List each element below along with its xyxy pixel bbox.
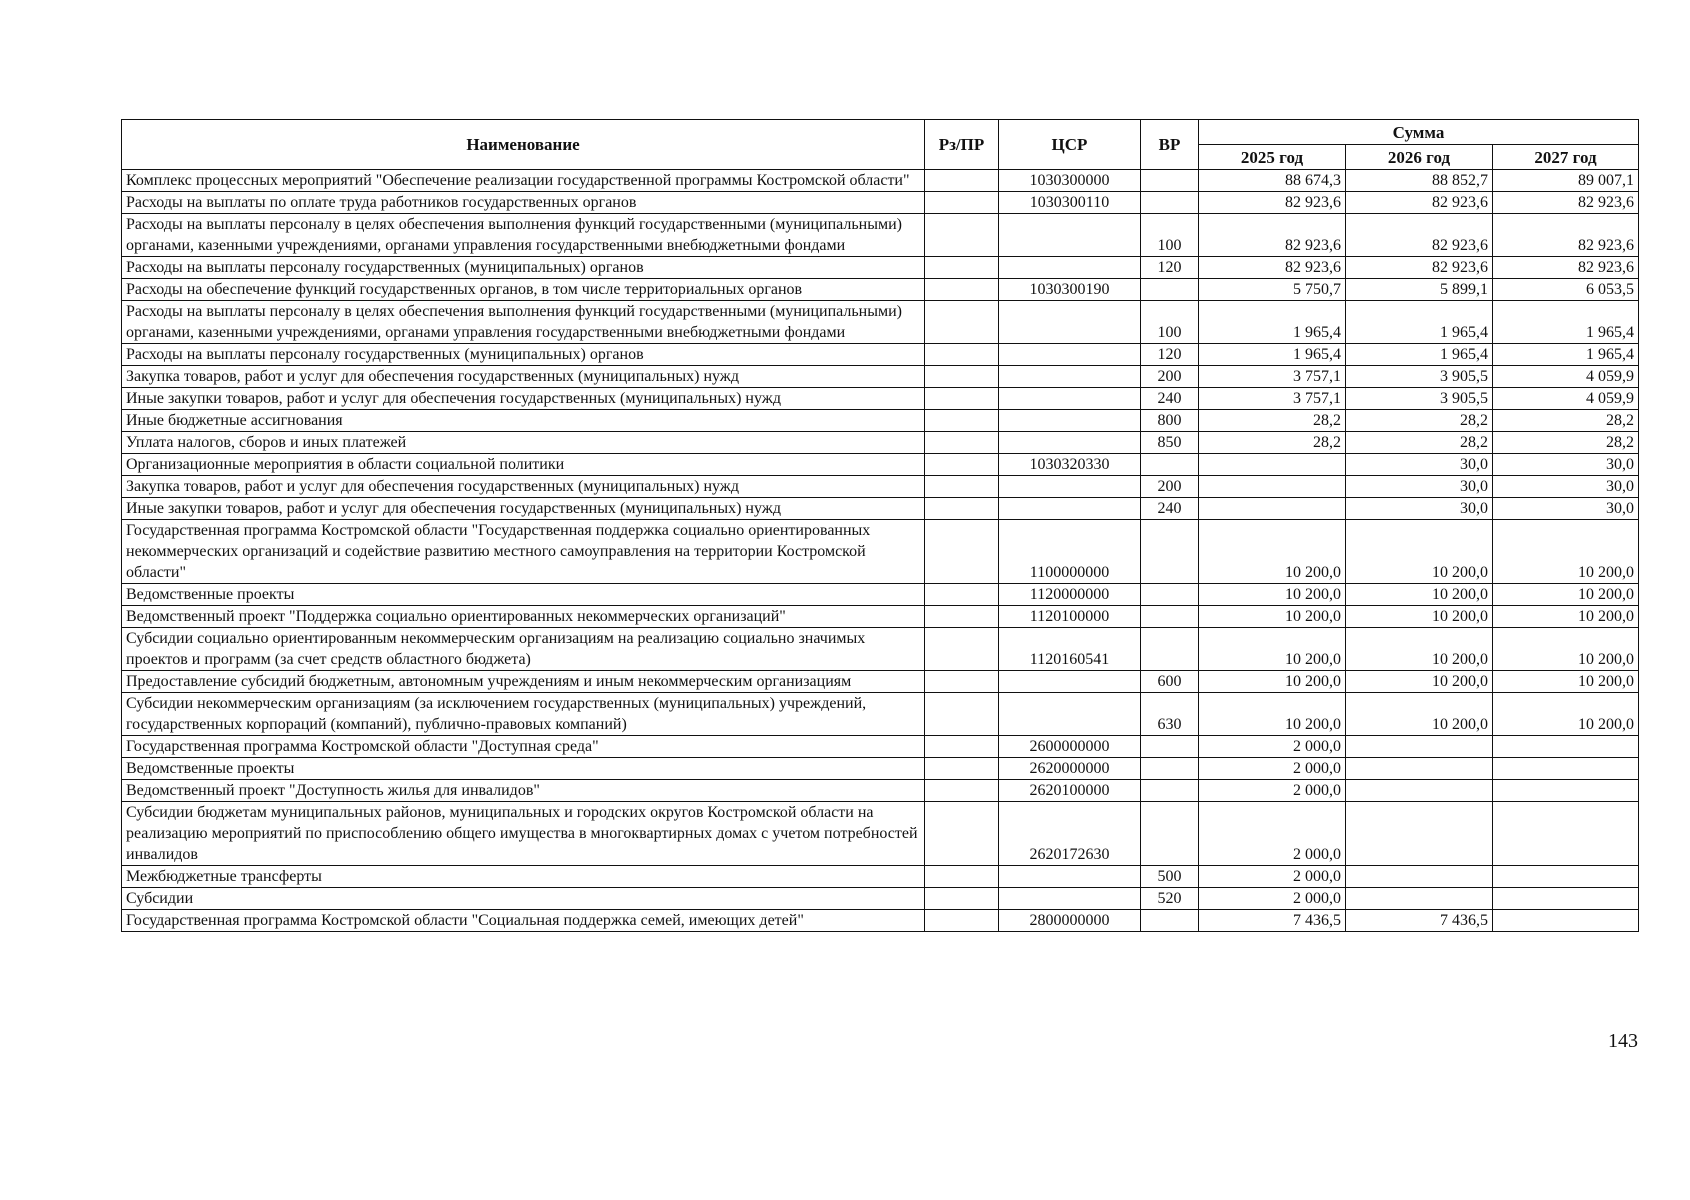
cell-2027: 89 007,1 [1493, 170, 1639, 192]
cell-vr: 120 [1141, 344, 1199, 366]
cell-2027: 82 923,6 [1493, 257, 1639, 279]
cell-2026: 28,2 [1346, 432, 1493, 454]
cell-vr [1141, 780, 1199, 802]
cell-csr: 2800000000 [999, 910, 1141, 932]
cell-2025: 10 200,0 [1199, 628, 1346, 671]
cell-2025: 2 000,0 [1199, 780, 1346, 802]
cell-rz-pr [925, 257, 999, 279]
cell-2025: 1 965,4 [1199, 344, 1346, 366]
cell-2027: 82 923,6 [1493, 192, 1639, 214]
cell-2026: 30,0 [1346, 476, 1493, 498]
header-rz-pr: Рз/ПР [925, 120, 999, 170]
cell-2027 [1493, 866, 1639, 888]
cell-rz-pr [925, 498, 999, 520]
cell-csr: 2620000000 [999, 758, 1141, 780]
cell-name: Предоставление субсидий бюджетным, автономным учреждениям и иным некоммерческим организациям [122, 671, 925, 693]
cell-csr: 1120160541 [999, 628, 1141, 671]
cell-vr [1141, 584, 1199, 606]
cell-2025 [1199, 498, 1346, 520]
budget-table [121, 119, 1639, 932]
header-vr: ВР [1141, 120, 1199, 170]
table-row [122, 257, 1639, 279]
cell-rz-pr [925, 366, 999, 388]
header-year-2027: 2027 год [1493, 145, 1639, 170]
cell-rz-pr [925, 606, 999, 628]
cell-name: Ведомственные проекты [122, 584, 925, 606]
cell-name: Комплекс процессных мероприятий "Обеспечение реализации государственной программы Костромской области" [122, 170, 925, 192]
table-row [122, 736, 1639, 758]
cell-rz-pr [925, 866, 999, 888]
cell-name: Уплата налогов, сборов и иных платежей [122, 432, 925, 454]
cell-2025: 2 000,0 [1199, 802, 1346, 866]
cell-rz-pr [925, 736, 999, 758]
cell-2027: 30,0 [1493, 454, 1639, 476]
table-row [122, 410, 1639, 432]
cell-2025: 82 923,6 [1199, 257, 1346, 279]
cell-name: Расходы на выплаты персоналу в целях обеспечения выполнения функций государственными (муниципальными) органами, казенными учреждениями, органами управления государственными внебюджетными фондами [122, 301, 925, 344]
table-row [122, 344, 1639, 366]
table-row [122, 520, 1639, 584]
cell-2026: 10 200,0 [1346, 628, 1493, 671]
cell-rz-pr [925, 388, 999, 410]
cell-vr [1141, 192, 1199, 214]
cell-rz-pr [925, 279, 999, 301]
table-row [122, 301, 1639, 344]
cell-2026 [1346, 866, 1493, 888]
table-row [122, 388, 1639, 410]
cell-csr: 1030320330 [999, 454, 1141, 476]
cell-csr [999, 671, 1141, 693]
cell-name: Расходы на обеспечение функций государственных органов, в том числе территориальных органов [122, 279, 925, 301]
cell-2027: 82 923,6 [1493, 214, 1639, 257]
cell-2026 [1346, 802, 1493, 866]
table-row [122, 432, 1639, 454]
cell-2025: 2 000,0 [1199, 866, 1346, 888]
cell-rz-pr [925, 671, 999, 693]
cell-rz-pr [925, 910, 999, 932]
cell-2026: 10 200,0 [1346, 520, 1493, 584]
cell-rz-pr [925, 170, 999, 192]
cell-vr [1141, 628, 1199, 671]
table-row [122, 780, 1639, 802]
cell-vr [1141, 279, 1199, 301]
cell-name: Ведомственные проекты [122, 758, 925, 780]
cell-name: Ведомственный проект "Поддержка социально ориентированных некоммерческих организаций" [122, 606, 925, 628]
table-row [122, 192, 1639, 214]
cell-csr [999, 866, 1141, 888]
cell-2025: 7 436,5 [1199, 910, 1346, 932]
cell-vr [1141, 520, 1199, 584]
cell-vr: 500 [1141, 866, 1199, 888]
cell-2025: 3 757,1 [1199, 366, 1346, 388]
cell-name: Иные бюджетные ассигнования [122, 410, 925, 432]
table-row [122, 170, 1639, 192]
page-number: 143 [1608, 1030, 1638, 1052]
cell-2025: 10 200,0 [1199, 671, 1346, 693]
cell-csr: 1030300110 [999, 192, 1141, 214]
cell-2025 [1199, 476, 1346, 498]
cell-csr: 2620172630 [999, 802, 1141, 866]
cell-2026: 82 923,6 [1346, 192, 1493, 214]
cell-name: Организационные мероприятия в области социальной политики [122, 454, 925, 476]
cell-2026: 3 905,5 [1346, 388, 1493, 410]
cell-2026: 28,2 [1346, 410, 1493, 432]
cell-vr [1141, 454, 1199, 476]
cell-name: Государственная программа Костромской области "Государственная поддержка социально ориентированных некоммерческих организаций и содействие развитию местного самоуправления на территории Костромской области" [122, 520, 925, 584]
cell-2026: 10 200,0 [1346, 671, 1493, 693]
table-row [122, 802, 1639, 866]
cell-csr: 2620100000 [999, 780, 1141, 802]
cell-vr [1141, 606, 1199, 628]
header-name: Наименование [122, 120, 925, 170]
table-row [122, 866, 1639, 888]
cell-rz-pr [925, 410, 999, 432]
cell-2027: 10 200,0 [1493, 606, 1639, 628]
cell-2026: 30,0 [1346, 498, 1493, 520]
cell-2026: 88 852,7 [1346, 170, 1493, 192]
cell-csr [999, 301, 1141, 344]
cell-2025: 2 000,0 [1199, 736, 1346, 758]
cell-2025: 10 200,0 [1199, 520, 1346, 584]
cell-csr: 1120100000 [999, 606, 1141, 628]
cell-2025: 1 965,4 [1199, 301, 1346, 344]
cell-2027: 4 059,9 [1493, 388, 1639, 410]
cell-vr [1141, 802, 1199, 866]
table-row [122, 758, 1639, 780]
header-year-2026: 2026 год [1346, 145, 1493, 170]
cell-name: Субсидии бюджетам муниципальных районов, муниципальных и городских округов Костромской области на реализацию мероприятий по приспособлению общего имущества в многоквартирных домах с учетом потребностей инвалидов [122, 802, 925, 866]
table-row [122, 671, 1639, 693]
cell-2027: 10 200,0 [1493, 628, 1639, 671]
cell-rz-pr [925, 454, 999, 476]
cell-rz-pr [925, 192, 999, 214]
cell-2027: 30,0 [1493, 498, 1639, 520]
cell-csr [999, 693, 1141, 736]
table-row [122, 476, 1639, 498]
cell-2027: 1 965,4 [1493, 301, 1639, 344]
table-row [122, 454, 1639, 476]
cell-csr: 1120000000 [999, 584, 1141, 606]
cell-2025: 5 750,7 [1199, 279, 1346, 301]
header-sum: Сумма [1199, 120, 1639, 145]
cell-vr: 600 [1141, 671, 1199, 693]
cell-2026: 1 965,4 [1346, 301, 1493, 344]
cell-2026: 10 200,0 [1346, 584, 1493, 606]
cell-2026 [1346, 780, 1493, 802]
cell-2027 [1493, 736, 1639, 758]
cell-csr: 1030300190 [999, 279, 1141, 301]
cell-rz-pr [925, 628, 999, 671]
cell-2026: 30,0 [1346, 454, 1493, 476]
cell-rz-pr [925, 344, 999, 366]
table-row [122, 910, 1639, 932]
cell-vr: 520 [1141, 888, 1199, 910]
cell-rz-pr [925, 584, 999, 606]
cell-rz-pr [925, 432, 999, 454]
cell-name: Государственная программа Костромской области "Социальная поддержка семей, имеющих детей" [122, 910, 925, 932]
cell-vr: 630 [1141, 693, 1199, 736]
cell-rz-pr [925, 520, 999, 584]
cell-2025: 10 200,0 [1199, 693, 1346, 736]
cell-2027: 10 200,0 [1493, 584, 1639, 606]
cell-2026 [1346, 758, 1493, 780]
cell-name: Закупка товаров, работ и услуг для обеспечения государственных (муниципальных) нужд [122, 476, 925, 498]
cell-rz-pr [925, 214, 999, 257]
cell-csr [999, 388, 1141, 410]
cell-2025: 10 200,0 [1199, 606, 1346, 628]
table-row [122, 366, 1639, 388]
cell-2027: 10 200,0 [1493, 693, 1639, 736]
table-row [122, 498, 1639, 520]
cell-2026: 5 899,1 [1346, 279, 1493, 301]
cell-name: Субсидии социально ориентированным некоммерческим организациям на реализацию социально значимых проектов и программ (за счет средств областного бюджета) [122, 628, 925, 671]
cell-rz-pr [925, 888, 999, 910]
cell-name: Межбюджетные трансферты [122, 866, 925, 888]
cell-vr: 200 [1141, 476, 1199, 498]
cell-2026: 3 905,5 [1346, 366, 1493, 388]
cell-2027: 1 965,4 [1493, 344, 1639, 366]
cell-name: Государственная программа Костромской области "Доступная среда" [122, 736, 925, 758]
cell-name: Иные закупки товаров, работ и услуг для обеспечения государственных (муниципальных) нужд [122, 498, 925, 520]
cell-csr [999, 410, 1141, 432]
cell-2025: 28,2 [1199, 432, 1346, 454]
cell-2027: 4 059,9 [1493, 366, 1639, 388]
cell-2026: 10 200,0 [1346, 606, 1493, 628]
table-row [122, 693, 1639, 736]
table-row [122, 214, 1639, 257]
cell-2025: 10 200,0 [1199, 584, 1346, 606]
cell-csr [999, 498, 1141, 520]
cell-2026 [1346, 888, 1493, 910]
cell-rz-pr [925, 802, 999, 866]
cell-vr [1141, 910, 1199, 932]
cell-name: Закупка товаров, работ и услуг для обеспечения государственных (муниципальных) нужд [122, 366, 925, 388]
cell-2025: 82 923,6 [1199, 214, 1346, 257]
cell-name: Расходы на выплаты персоналу государственных (муниципальных) органов [122, 257, 925, 279]
table-row [122, 584, 1639, 606]
cell-vr: 100 [1141, 214, 1199, 257]
cell-vr: 240 [1141, 388, 1199, 410]
cell-csr [999, 476, 1141, 498]
cell-2026: 1 965,4 [1346, 344, 1493, 366]
cell-2026: 82 923,6 [1346, 257, 1493, 279]
cell-vr [1141, 736, 1199, 758]
cell-2025: 88 674,3 [1199, 170, 1346, 192]
cell-2027: 28,2 [1493, 410, 1639, 432]
cell-2025: 28,2 [1199, 410, 1346, 432]
cell-name: Расходы на выплаты персоналу государственных (муниципальных) органов [122, 344, 925, 366]
cell-csr [999, 432, 1141, 454]
cell-vr: 240 [1141, 498, 1199, 520]
cell-2027 [1493, 780, 1639, 802]
cell-2026: 10 200,0 [1346, 693, 1493, 736]
cell-rz-pr [925, 301, 999, 344]
cell-name: Субсидии [122, 888, 925, 910]
cell-vr [1141, 758, 1199, 780]
cell-2027: 30,0 [1493, 476, 1639, 498]
cell-2027 [1493, 910, 1639, 932]
cell-name: Субсидии некоммерческим организациям (за исключением государственных (муниципальных) учреждений, государственных корпораций (компаний), публично-правовых компаний) [122, 693, 925, 736]
cell-2027 [1493, 888, 1639, 910]
cell-csr: 1100000000 [999, 520, 1141, 584]
cell-csr: 2600000000 [999, 736, 1141, 758]
cell-csr [999, 366, 1141, 388]
cell-name: Расходы на выплаты персоналу в целях обеспечения выполнения функций государственными (муниципальными) органами, казенными учреждениями, органами управления государственными внебюджетными фондами [122, 214, 925, 257]
cell-2025: 2 000,0 [1199, 758, 1346, 780]
cell-vr: 200 [1141, 366, 1199, 388]
cell-name: Ведомственный проект "Доступность жилья для инвалидов" [122, 780, 925, 802]
cell-rz-pr [925, 693, 999, 736]
cell-vr: 100 [1141, 301, 1199, 344]
table-row [122, 606, 1639, 628]
header-csr: ЦСР [999, 120, 1141, 170]
cell-2026: 82 923,6 [1346, 214, 1493, 257]
cell-csr [999, 257, 1141, 279]
cell-vr: 120 [1141, 257, 1199, 279]
table-body [122, 170, 1639, 932]
table-row [122, 279, 1639, 301]
cell-2027: 10 200,0 [1493, 520, 1639, 584]
cell-2027 [1493, 758, 1639, 780]
cell-2025 [1199, 454, 1346, 476]
cell-2025: 3 757,1 [1199, 388, 1346, 410]
cell-vr [1141, 170, 1199, 192]
cell-vr: 800 [1141, 410, 1199, 432]
table-row [122, 888, 1639, 910]
cell-2026: 7 436,5 [1346, 910, 1493, 932]
cell-csr [999, 214, 1141, 257]
cell-2027: 28,2 [1493, 432, 1639, 454]
cell-2027 [1493, 802, 1639, 866]
cell-2025: 2 000,0 [1199, 888, 1346, 910]
cell-name: Иные закупки товаров, работ и услуг для обеспечения государственных (муниципальных) нужд [122, 388, 925, 410]
cell-2027: 6 053,5 [1493, 279, 1639, 301]
cell-name: Расходы на выплаты по оплате труда работников государственных органов [122, 192, 925, 214]
cell-2026 [1346, 736, 1493, 758]
cell-2025: 82 923,6 [1199, 192, 1346, 214]
budget-sheet [121, 119, 1638, 932]
cell-2027: 10 200,0 [1493, 671, 1639, 693]
cell-rz-pr [925, 780, 999, 802]
cell-csr: 1030300000 [999, 170, 1141, 192]
table-row [122, 628, 1639, 671]
cell-vr: 850 [1141, 432, 1199, 454]
cell-rz-pr [925, 758, 999, 780]
cell-rz-pr [925, 476, 999, 498]
header-year-2025: 2025 год [1199, 145, 1346, 170]
cell-csr [999, 344, 1141, 366]
cell-csr [999, 888, 1141, 910]
